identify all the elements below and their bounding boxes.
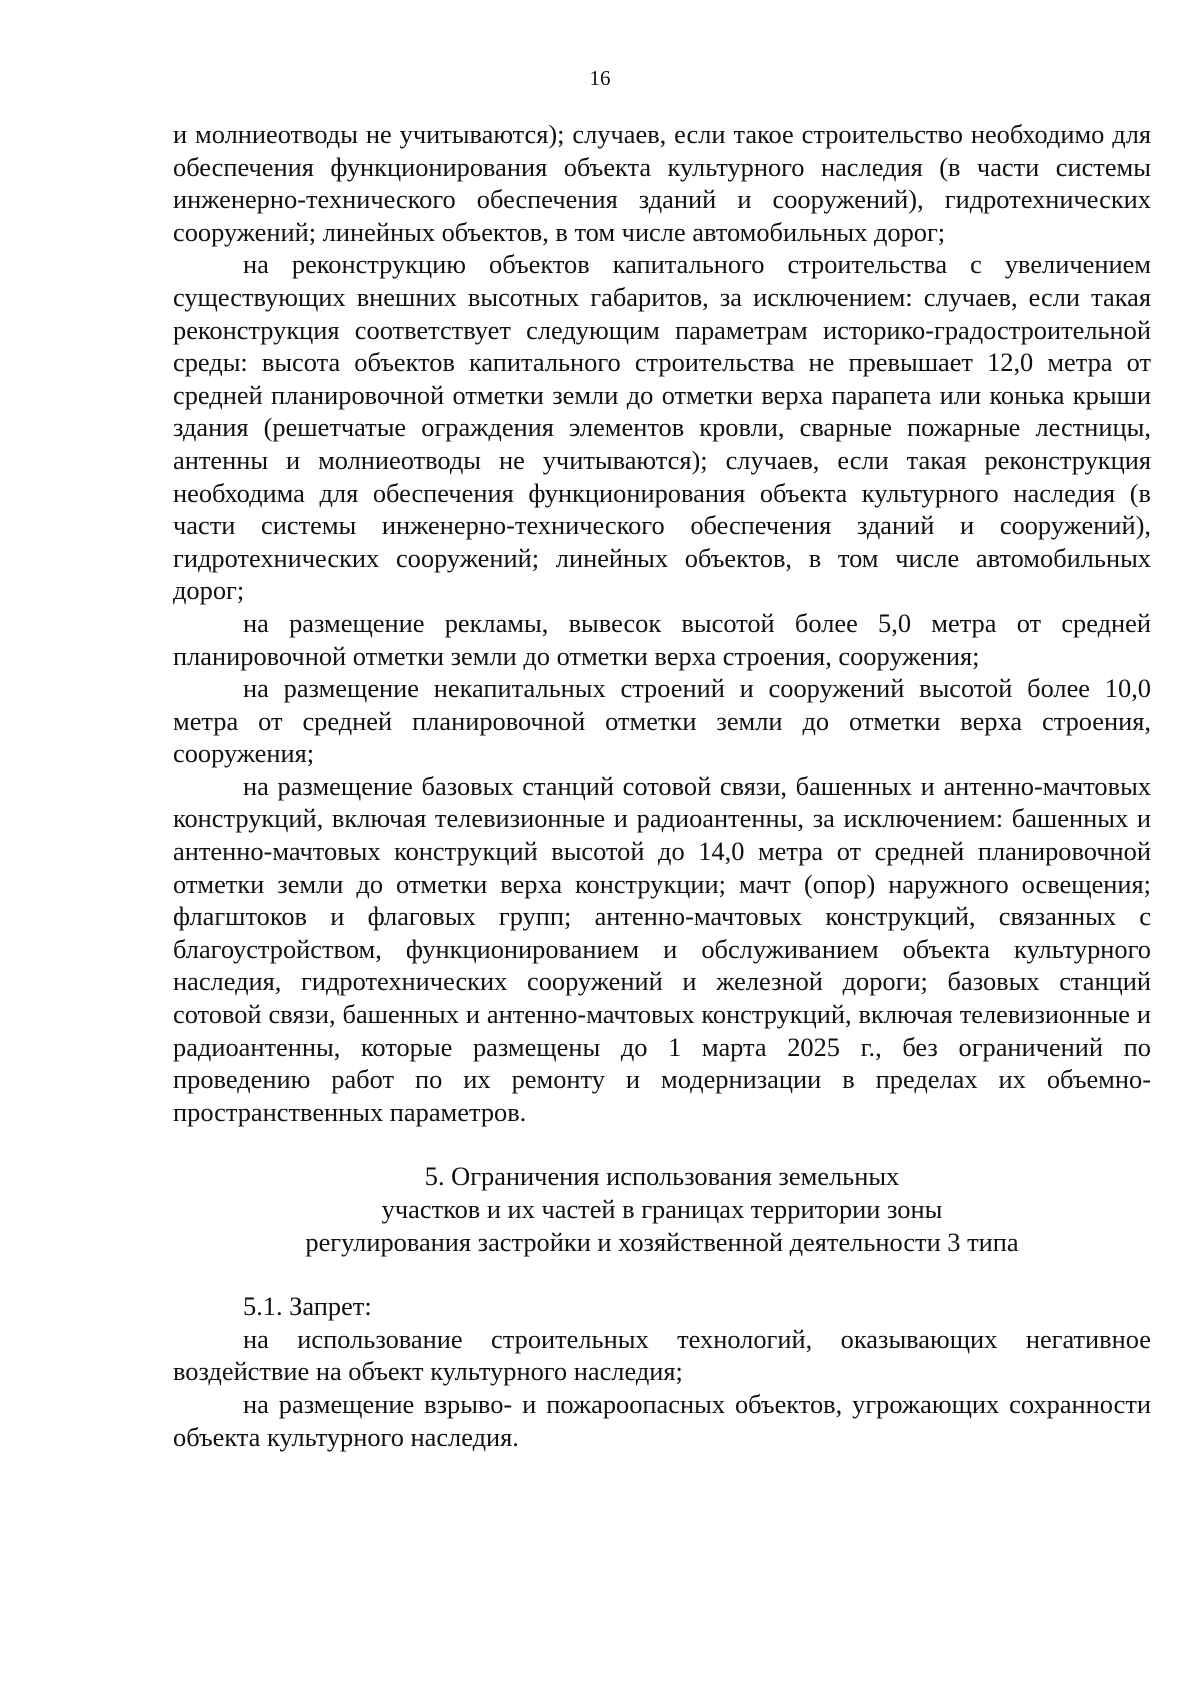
paragraph: на реконструкцию объектов капитального строительства с увеличением существующих внешних высотных габаритов, за исключением: случаев, если такая реконструкция соответствует следующим параметрам историко-градостроительной среды: высота объектов капитального строительства не превышает 12,0 метра от средней планировочной отметки земли до отметки верха парапета или конька крыши здания (решетчатые ограждения элементов кровли, сварные пожарные лестницы, антенны и молниеотводы не учитываются); случаев, если такая реконструкция необходима для обеспечения функционирования объекта культурного наследия (в части системы инженерно-технического обеспечения зданий и сооружений), гидротехнических сооружений; линейных объектов, в том числе автомобильных дорог; xyxy=(173,249,1151,606)
section-heading xyxy=(173,1160,1151,1258)
subsection-title: 5.1. Запрет: xyxy=(243,1291,372,1322)
paragraph: и молниеотводы не учитываются); случаев, если такое строительство необходимо для обеспечения функционирования объекта культурного наследия (в части системы инженерно-технического обеспечения зданий и сооружений), гидротехнических сооружений; линейных объектов, в том числе автомобильных дорог; xyxy=(173,119,1151,247)
paragraph: на размещение рекламы, вывесок высотой более 5,0 метра от средней планировочной отметки земли до отметки верха строения, сооружения; xyxy=(173,607,1151,671)
section-heading-line: 5. Ограничения использования земельных xyxy=(424,1161,900,1192)
paragraph: на размещение некапитальных строений и сооружений высотой более 10,0 метра от средней планировочной отметки земли до отметки верха строения, сооружения; xyxy=(173,673,1151,769)
document-body xyxy=(173,118,1151,1453)
section-heading-line: участков и их частей в границах территории зоны xyxy=(381,1194,943,1224)
page-number: 16 xyxy=(589,66,611,90)
section-heading-line: регулирования застройки и хозяйственной деятельности 3 типа xyxy=(305,1226,1019,1257)
paragraph: на размещение базовых станций сотовой связи, башенных и антенно-мачтовых конструкций, включая телевизионные и радиоантенны, за исключением: башенных и антенно-мачтовых конструкций высотой до 14,0 метра от средней планировочной отметки земли до отметки верха конструкции; мачт (опор) наружного освещения; флагштоков и флаговых групп; антенно-мачтовых конструкций, связанных с благоустройством, функционированием и обслуживанием объекта культурного наследия, гидротехнических сооружений и железной дороги; базовых станций сотовой связи, башенных и антенно-мачтовых конструкций, включая телевизионные и радиоантенны, которые размещены до 1 марта 2025 г., без ограничений по проведению работ по их ремонту и модернизации в пределах их объемно-пространственных параметров. xyxy=(173,770,1151,1127)
paragraph: на использование строительных технологий, оказывающих негативное воздействие на объект культурного наследия; xyxy=(173,1323,1151,1387)
paragraph: на размещение взрыво- и пожароопасных объектов, угрожающих сохранности объекта культурного наследия. xyxy=(173,1388,1151,1452)
